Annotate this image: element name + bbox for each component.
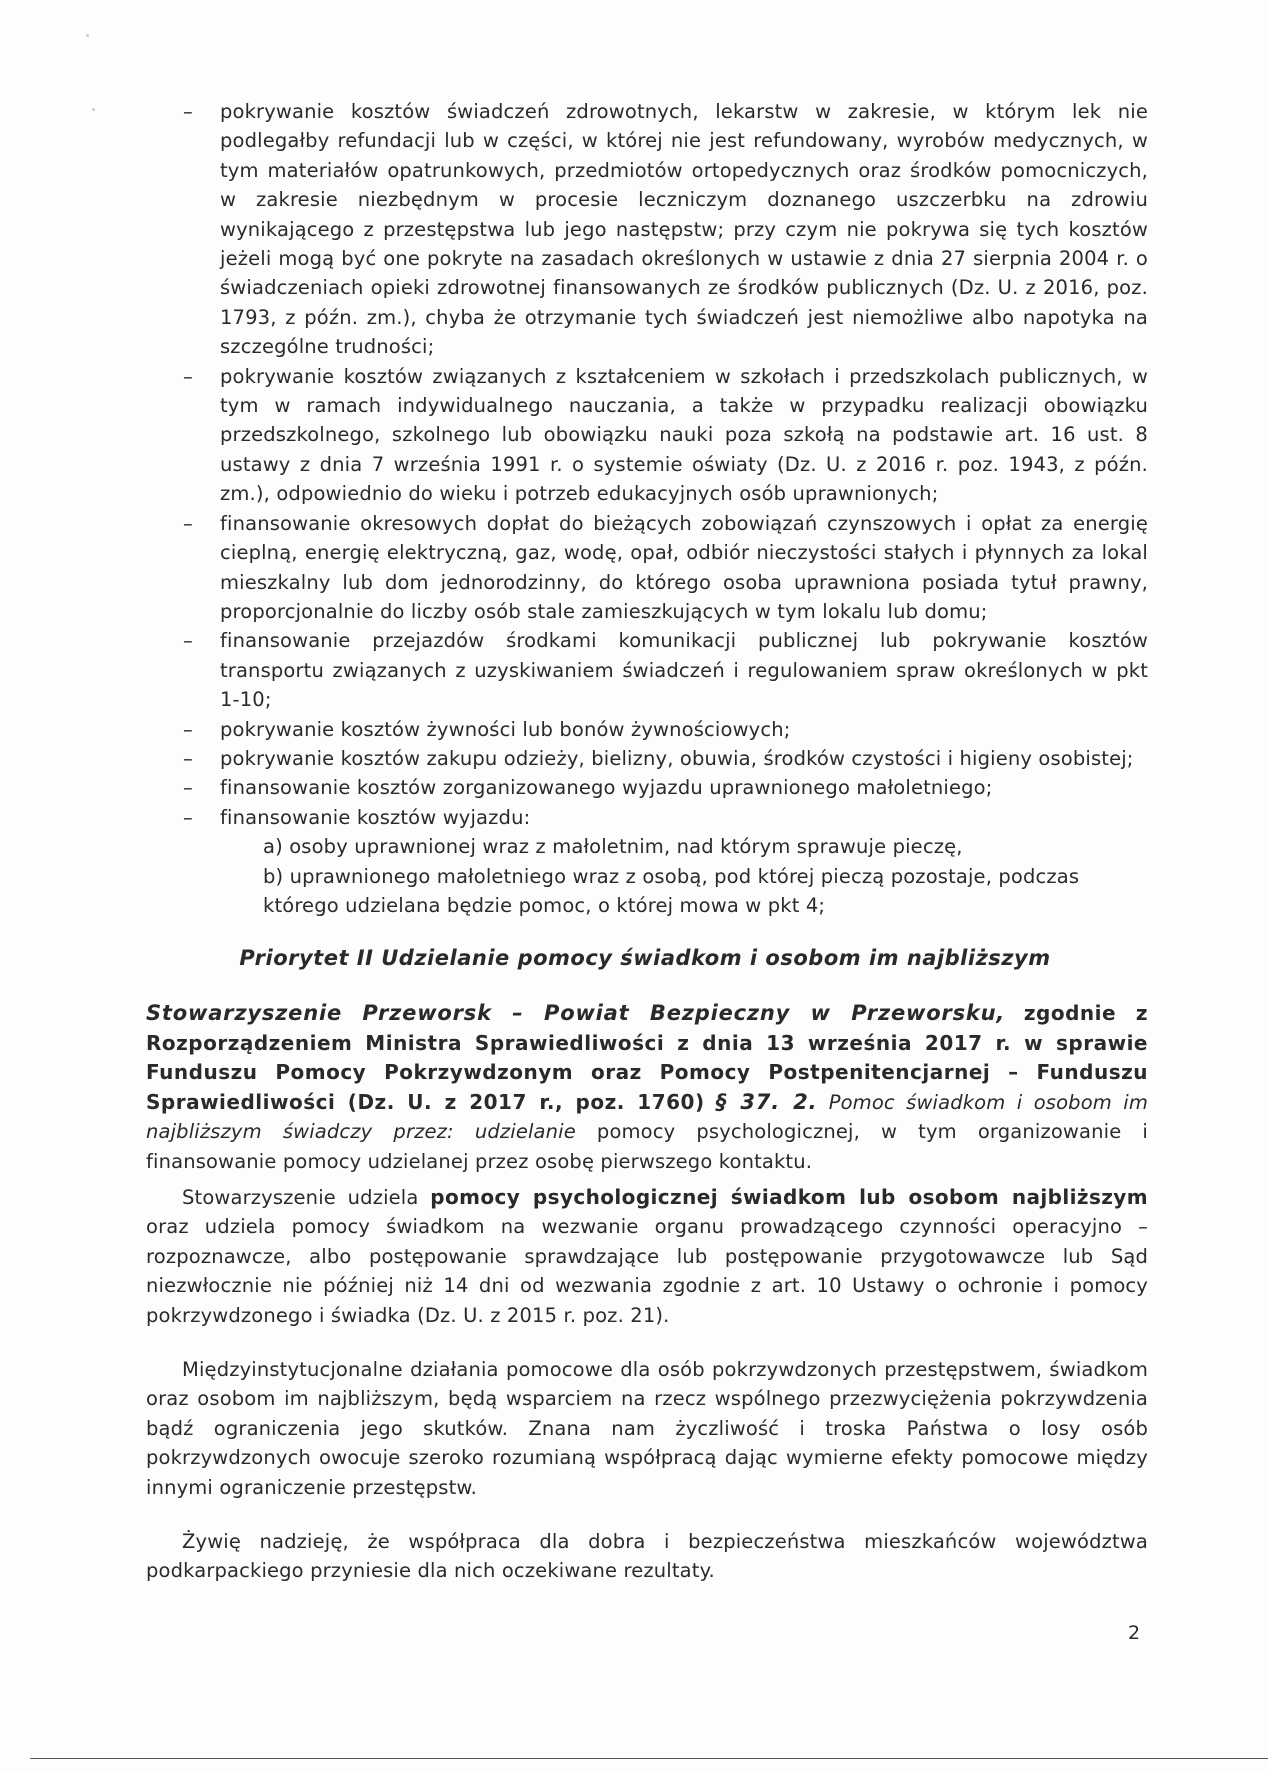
bullet-dash: – <box>183 805 193 829</box>
list-item <box>183 744 1148 773</box>
sub-item: a) osoby uprawnionej wraz z małoletnim, nad którym sprawuje pieczę, <box>263 835 963 859</box>
bullet-text: pokrywanie kosztów związanych z kształceniem w szkołach i przedszkolach publicznych, w tym w ramach indywidualnego nauczania, a także w przypadku realizacji obowiązku przedszkolnego, szkolnego lub obowiązku nauki poza szkołą na podstawie art. 16 ust. 8 ustawy z dnia 7 września 1991 r. o systemie oświaty (Dz. U. z 2016 r. poz. 1943, z późn. zm.), odpowiednio do wieku i potrzeb edukacyjnych osób uprawnionych; <box>220 364 1148 506</box>
bullet-dash: – <box>183 717 193 741</box>
section-reference: § 37. 2. <box>715 1089 818 1114</box>
footer-rule <box>30 1758 1268 1759</box>
scan-speck <box>86 34 89 37</box>
bullet-text: finansowanie kosztów zorganizowanego wyjazdu uprawnionego małoletniego; <box>220 776 993 800</box>
list-item <box>183 97 1148 362</box>
bullet-text: pokrywanie kosztów żywności lub bonów żywnościowych; <box>220 717 791 741</box>
bullet-text: finansowanie okresowych dopłat do bieżących zobowiązań czynszowych i opłat za energię cieplną, energię elektryczną, gaz, wodę, opał, odbiór nieczystości stałych i płynnych za lokal mieszkalny lub dom jednorodzinny, do którego osoba uprawniona posiada tytuł prawny, proporcjonalnie do liczby osób stale zamieszkujących w tym lokalu lub domu; <box>220 511 1148 623</box>
body-text <box>146 999 1148 1586</box>
bullet-dash: – <box>183 776 193 800</box>
list-item <box>183 362 1148 509</box>
emphasized-text: pomocy psychologicznej świadkom lub osobom najbliższym <box>430 1184 1148 1209</box>
sub-item-continuation: którego udzielana będzie pomoc, o której mowa w pkt 4; <box>263 893 826 917</box>
paragraph: Międzyinstytucjonalne działania pomocowe dla osób pokrzywdzonych przestępstwem, świadkom oraz osobom im najbliższym, będą wsparciem na rzecz wspólnego przezwyciężenia pokrzywdzenia bądź ograniczenia jego skutków. Znana nam życzliwość i troska Państwa o losy osób pokrzywdzonych owocuje szeroko rozumianą współpracą dając wymierne efekty pomocowe między innymi ograniczenie przestępstw. <box>146 1357 1148 1499</box>
regulation-reference: zgodnie z Rozporządzeniem Ministra Sprawiedliwości z dnia 13 września 2017 r. w sprawie Funduszu Pomocy Pokrzywdzonym oraz Pomocy Postpenitencjarnej – Funduszu Sprawiedliwości (Dz. U. z 2017 r., poz. 1760) <box>146 1001 1148 1114</box>
bullet-text: finansowanie przejazdów środkami komunikacji publicznej lub pokrywanie kosztów transportu związanych z uzyskiwaniem świadczeń i regulowaniem spraw określonych w pkt 1-10; <box>220 629 1148 712</box>
list-item <box>183 803 1148 832</box>
bullet-dash: – <box>183 364 193 388</box>
paragraph <box>146 999 1148 1177</box>
list-item <box>183 773 1148 802</box>
page-number: 2 <box>1128 1622 1141 1644</box>
bullet-dash: – <box>183 746 193 770</box>
organization-name: Stowarzyszenie Przeworsk – Powiat Bezpieczny w Przeworsku, <box>146 1001 1006 1025</box>
bullet-dash: – <box>183 629 193 653</box>
paragraph: Żywię nadzieję, że współpraca dla dobra i bezpieczeństwa mieszkańców województwa podkarpackiego przyniesie dla nich oczekiwane rezultaty. <box>146 1529 1148 1583</box>
scan-speck <box>92 108 95 111</box>
paragraph <box>146 1183 1148 1331</box>
bullet-dash: – <box>183 100 193 123</box>
sub-list <box>220 832 1148 920</box>
list-item <box>183 509 1148 627</box>
sub-item: b) uprawnionego małoletniego wraz z osobą, pod której pieczą pozostaje, podczas <box>263 864 1080 888</box>
section-heading: Priorytet II Udzielanie pomocy świadkom i osobom im najbliższym <box>239 946 1051 970</box>
list-item <box>183 626 1148 714</box>
paragraph-text: oraz udziela pomocy świadkom na wezwanie organu prowadzącego czynności operacyjno – rozpoznawcze, albo postępowanie sprawdzające lub postępowanie przygotowawcze lub Sąd niezwłocznie nie później niż 14 dni od wezwania zgodnie z art. 10 Ustawy o ochronie i pomocy pokrzywdzonego i świadka (Dz. U. z 2015 r. poz. 21). <box>146 1215 1148 1327</box>
bullet-dash: – <box>183 511 193 535</box>
paragraph-text: Stowarzyszenie udziela <box>182 1185 419 1209</box>
paragraph-text: pomocy psychologicznej, w tym organizowanie i finansowanie pomocy udzielanej przez osobę pierwszego kontaktu. <box>146 1120 1148 1173</box>
italic-quote: Pomoc świadkom i osobom im najbliższym świadczy przez: udzielanie <box>146 1090 1148 1144</box>
bullet-text: pokrywanie kosztów zakupu odzieży, bielizny, obuwia, środków czystości i higieny osobistej; <box>220 746 1134 770</box>
bullet-list <box>183 97 1148 920</box>
bullet-text: pokrywanie kosztów świadczeń zdrowotnych, lekarstw w zakresie, w którym lek nie podlegałby refundacji lub w części, w której nie jest refundowany, wyrobów medycznych, w tym materiałów opatrunkowych, przedmiotów ortopedycznych oraz środków pomocniczych, w zakresie niezbędnym w procesie leczniczym doznanego uszczerbku na zdrowiu wynikającego z przestępstwa lub jego następstw; przy czym nie pokrywa się tych kosztów jeżeli mogą być one pokryte na zasadach określonych w ustawie z dnia 27 sierpnia 2004 r. o świadczeniach opieki zdrowotnej finansowanych ze środków publicznych (Dz. U. z 2016, poz. 1793, z późn. zm.), chyba że otrzymanie tych świadczeń jest niemożliwe albo napotyka na szczególne trudności; <box>220 100 1148 359</box>
bullet-text: finansowanie kosztów wyjazdu: <box>220 805 531 829</box>
list-item <box>183 715 1148 744</box>
